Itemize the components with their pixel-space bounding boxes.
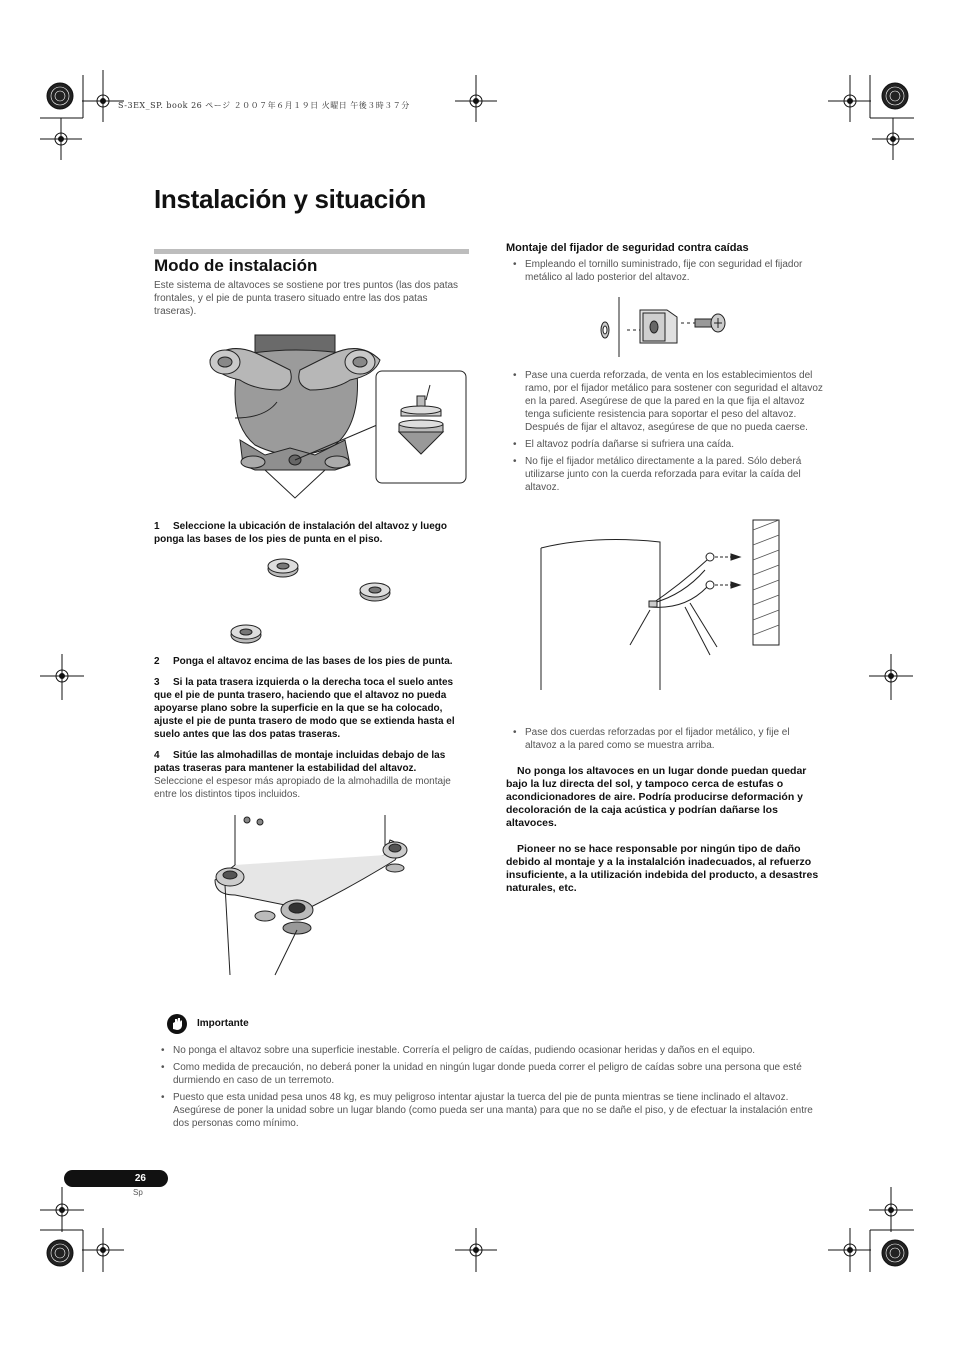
step-text: Sitúe las almohadillas de montaje incluidas debajo de las patas traseras para mantener la estabilidad del altavoz. [154,750,446,774]
step-4-note: Seleccione el espesor más apropiado de la almohadilla de montaje entre los distintos tipos incluidos. [154,776,451,800]
intro-text: Este sistema de altavoces se sostiene por tres puntos (las dos patas frontales, y el pie de punta trasero situado entre las dos patas traseras). [154,280,459,317]
mounting-pads-illustration [205,810,415,980]
page-title: Instalación y situación [154,184,426,214]
list-item: • No ponga el altavoz sobre una superficie inestable. Correría el peligro de caídas, pudiendo ocasionar heridas y daños en el equipo. [154,1044,824,1057]
bracket-screw-illustration [595,295,735,360]
step-3 [154,676,472,741]
section-title: Modo de instalación [154,256,318,275]
important-label: Importante [197,1018,249,1029]
list-item: • Puesto que esta unidad pesa unos 48 kg, es muy peligroso intentar ajustar la tuerca del pie de punta mientras se tiene inclinado el altavoz. Asegúrese de poner la unidad sobre un lugar blando (como pueda ser una manta) para que no se dañe el piso, y de efectuar la instalación entre dos personas como mínimo. [154,1091,824,1130]
warning-sunlight: No ponga los altavoces en un lugar donde puedan quedar bajo la luz directa del sol, y tampoco cerca de estufas o acondicionadores de aire. Podría producirse deformación y decoloración de la caja acústica y podrían dañarse los altavoces. [506,765,807,829]
step-4 [154,749,472,775]
list-item: • Pase una cuerda reforzada, de venta en los establecimientos del ramo, por el fijador metálico para sostener con seguridad el altavoz en la pared. Asegúrese de que la pared en la que fija el altavoz tenga suficiente resistencia para soportar el peso del altavoz. Después de fijar el altavoz, asegúrese de que no pueda caerse. [506,369,824,434]
step-number: 2 [154,656,160,667]
step-2 [154,655,472,668]
important-bullets [154,1044,824,1134]
list-item: • Empleando el tornillo suministrado, fije con seguridad el fijador metálico al lado posterior del altavoz. [506,258,824,284]
page-language: Sp [133,1188,143,1197]
step-text: Seleccione la ubicación de instalación del altavoz y luego ponga las bases de los pies de punta en el piso. [154,521,447,545]
warning-liability: Pioneer no se hace responsable por ningún tipo de daño debido al montaje y a la instalalción inadecuados, al refuerzo insuficiente, a la utilización indebida del producto, a desastres naturales, etc. [506,843,819,894]
bullet-list-two-cords [506,726,824,756]
step-number: 4 [154,750,160,761]
list-item: • No fije el fijador metálico directamente a la pared. Sólo deberá utilizarse junto con la cuerda reforzada para evitar la caída del altavoz. [506,455,824,494]
section-divider [154,249,469,254]
fall-prevention-heading: Montaje del fijador de seguridad contra caídas [506,242,749,254]
step-number: 1 [154,521,160,532]
step-number: 3 [154,677,160,688]
print-header: S-3EX_SP. book 26 ページ ２００７年６月１９日 火曜日 午後３時３７分 [118,101,410,110]
bullet-list-cord [506,369,824,498]
spike-bases-illustration [225,555,405,650]
bullet-list-screw [506,258,824,288]
hand-warning-icon [166,1013,188,1035]
page-number: 26 [64,1170,168,1187]
step-1 [154,520,472,546]
step-text: Ponga el altavoz encima de las bases de los pies de punta. [173,656,453,667]
list-item: • El altavoz podría dañarse si sufriera una caída. [506,438,824,451]
list-item: • Pase dos cuerdas reforzadas por el fijador metálico, y fije el altavoz a la pared como se muestra arriba. [506,726,824,752]
speaker-base-illustration [205,330,470,500]
wall-mount-illustration [535,515,785,690]
step-text: Si la pata trasera izquierda o la derecha toca el suelo antes que el pie de punta trasero, haciendo que el altavoz no pueda apoyarse plano sobre la superficie en la que se ha colocado, ajuste el pie de punta trasero de modo que se extienda hasta el suelo antes que las dos patas traseras. [154,677,455,740]
list-item: • Como medida de precaución, no deberá poner la unidad en ningún lugar donde pueda correr el peligro de caídas sobre una persona que esté durmiendo en caso de un terremoto. [154,1061,824,1087]
